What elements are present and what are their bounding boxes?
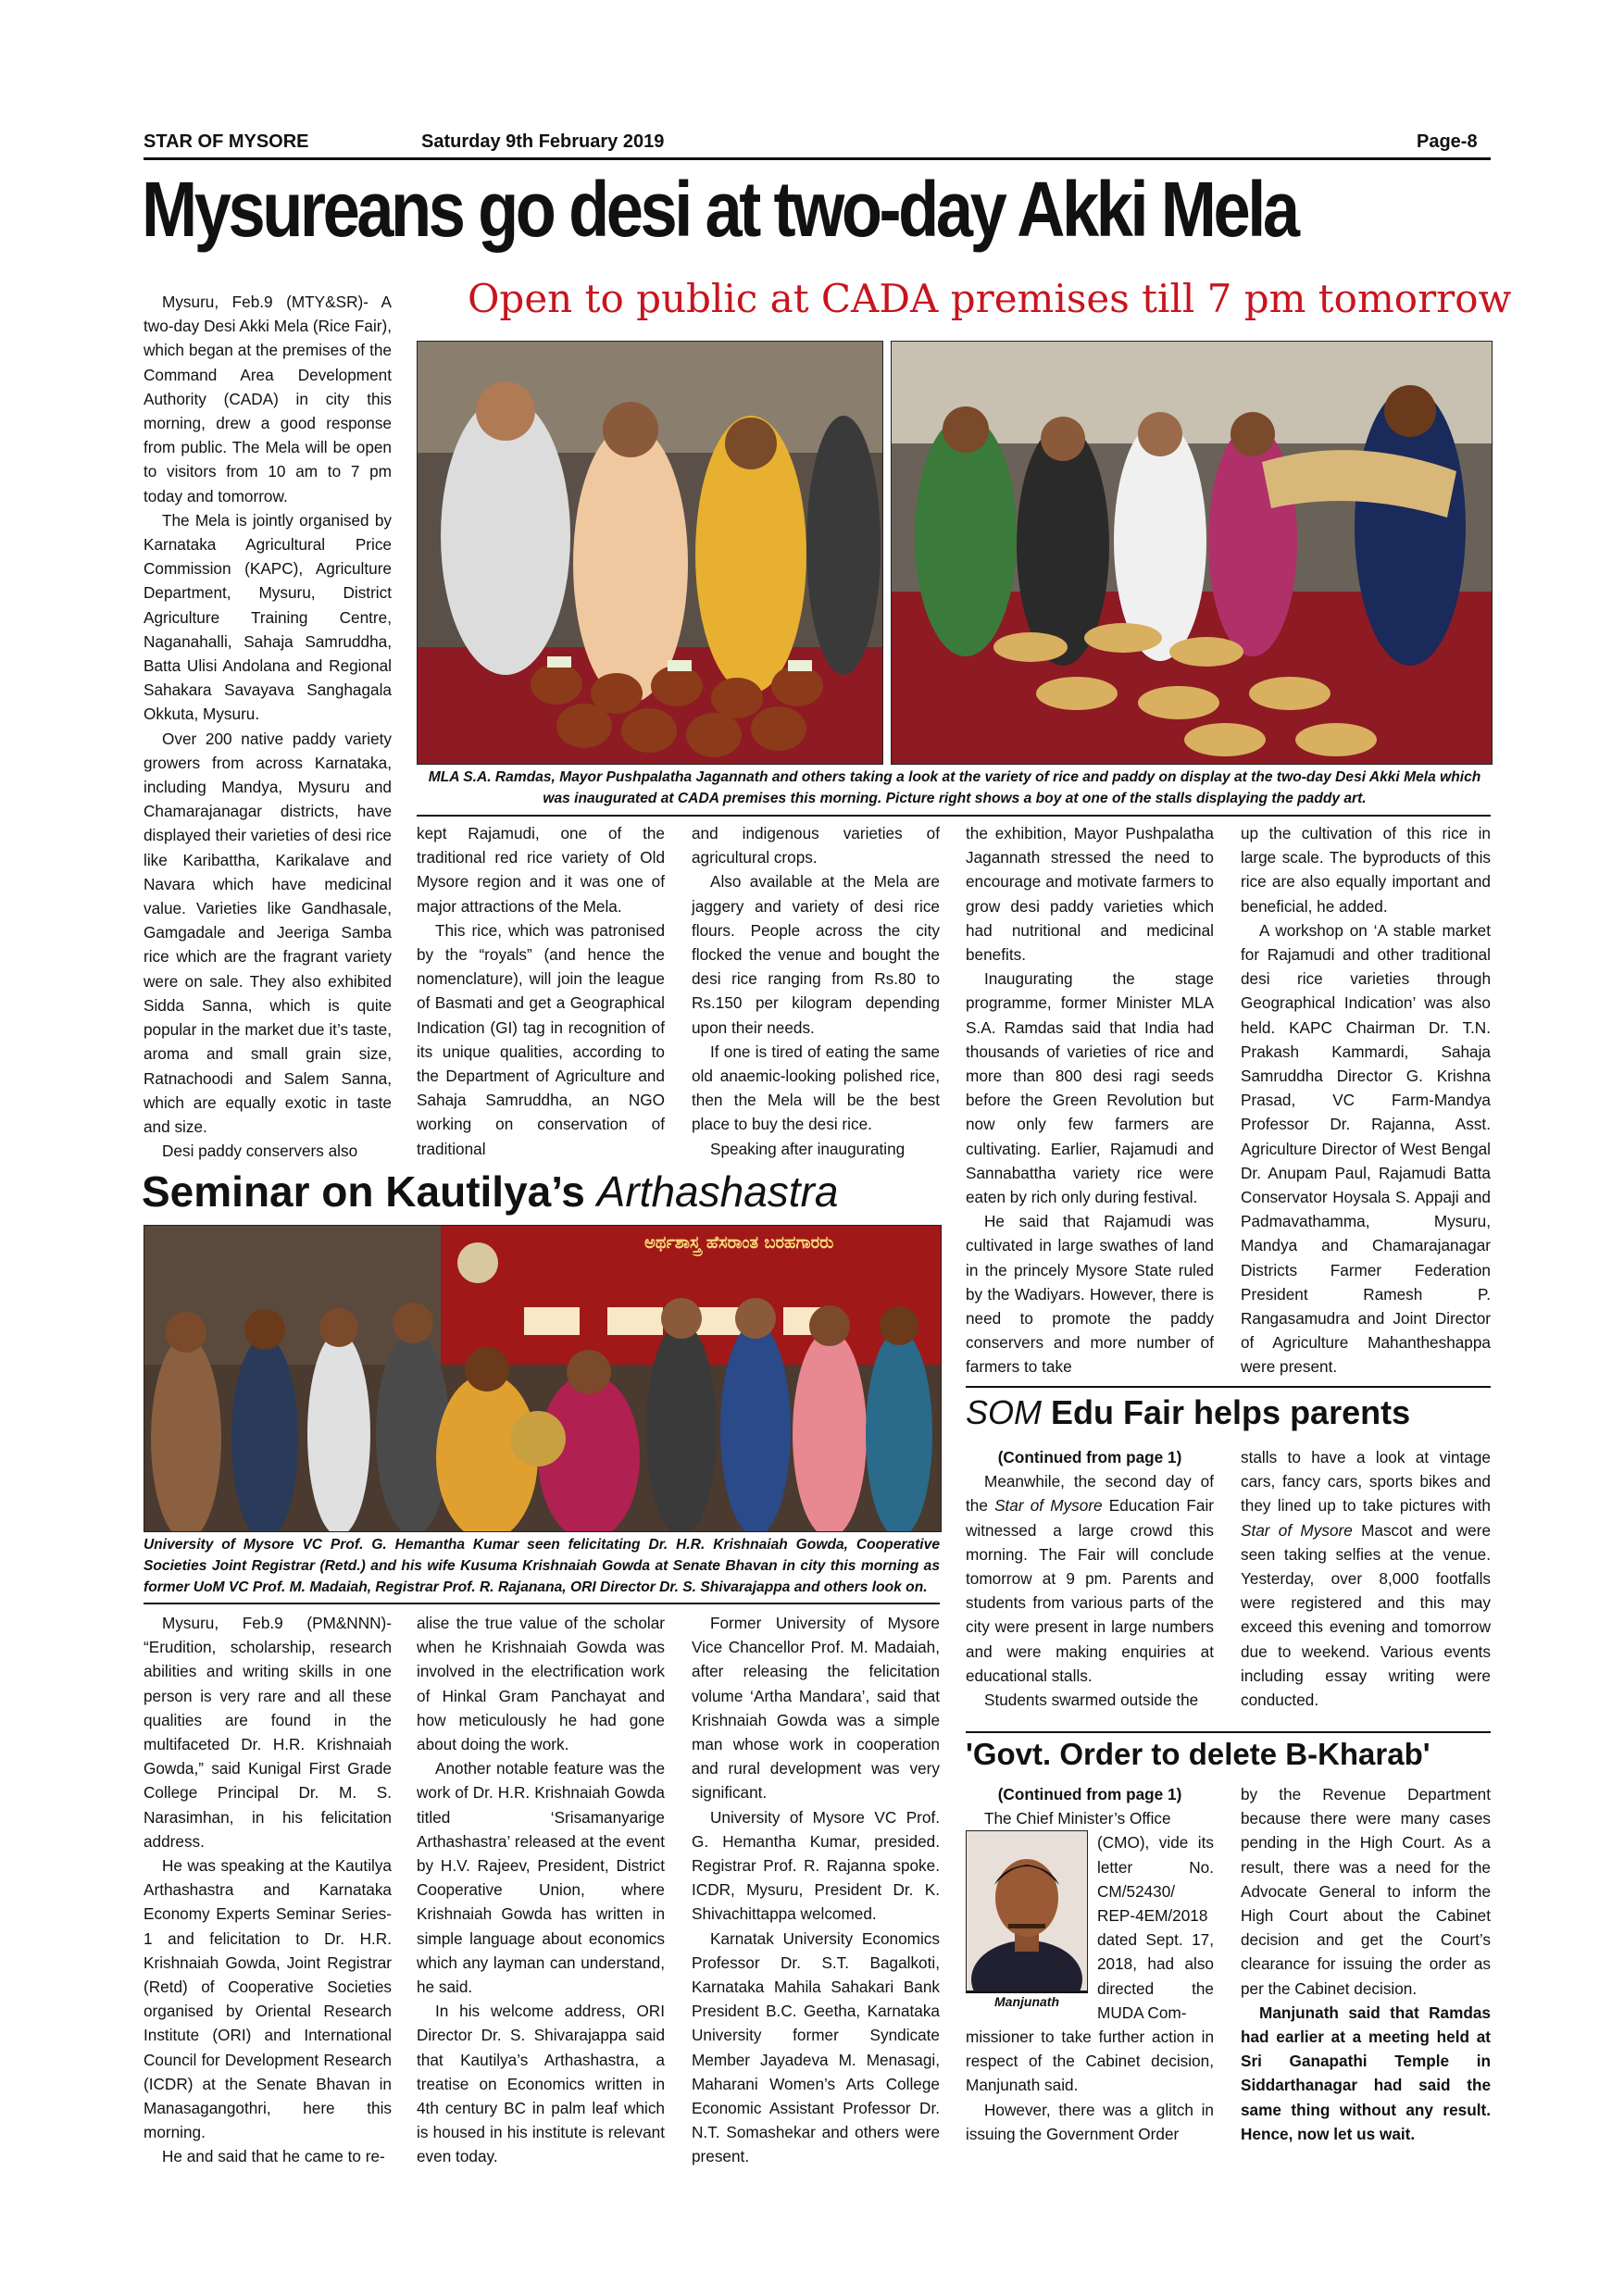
akki-col3-p2: Also available at the Mela are jaggery and variety of desi rice flours. People across the city flocked the venue and bought the desi rice ranging from Rs.80 to Rs.150 per kilogram depending upon their needs. [692,872,940,1037]
seminar-col1-p2: He was speaking at the Kautilya Arthashastra and Karnataka Economy Experts Seminar Series-1 and felicitation to Dr. H.R. Krishnaiah Gowda, Joint Registrar (Retd) of Cooperative Societies organised by Oriental Research Institute (ORI) and International Council for Development Research (ICDR) at the Senate Bhavan in Manasagangothri, here this morning. [144,1856,392,2142]
page-number: Page-8 [1417,131,1478,152]
seminar-col1-p3: He and said that he came to re- [162,2147,385,2166]
edu-col2-italic: Star of Mysore [1241,1520,1353,1540]
seminar-col3-p2: University of Mysore VC Prof. G. Hemantha Kumar, presided. Registrar Prof. R. Rajanna spoke. ICDR, Mysuru, President Dr. K. Shivachittappa welcomed. [692,1807,940,1924]
paper-name: STAR OF MYSORE [144,131,309,152]
edu-col2-b: Mascot and were seen taking selfies at the venue. Yesterday, over 8,000 footfalls were registered and this may exceed this evening and tomorrow due to weekend. Various events including essay writing were conducted. [1241,1520,1491,1710]
akki-col4-p2: Inaugurating the stage programme, former Minister MLA S.A. Ramdas said that India had thousands of varieties of rice and more than 800 desi ragi seeds before the Green Revolution but now only few farmers are cultivating. Earlier, Rajamudi and Sannabattha variety rice were eaten by rich only during festival. [966,969,1214,1207]
kharab-col1-top: The Chief Minister’s Office [984,1809,1171,1828]
akki-col1-p1: Mysuru, Feb.9 (MTY&SR)- A two-day Desi Akki Mela (Rice Fair), which began at the premises of the Command Area Development Authority (CADA) in city this morning, drew a good response from public. The Mela will be open to visitors from 10 am to 7 pm today and tomorrow. [144,293,392,505]
edu-headline [966,1393,1410,1432]
edu-col1-a: Meanwhile, the second day of the [966,1472,1214,1516]
edu-headline-rest: Edu Fair helps parents [1042,1393,1411,1431]
seminar-col2-p1: alise the true value of the scholar when he Krishnaiah Gowda was involved in the electrification work of Hinkal Gram Panchayat and how meticulously he had gone about doing the work. [417,1614,665,1754]
seminar-headline-italic: Arthashastra [596,1167,839,1216]
seminar-photo-caption: University of Mysore VC Prof. G. Hemantha Kumar seen felicitating Dr. H.R. Krishnaiah Gowda, Cooperative Societies Joint Registrar (Retd.) and his wife Kusuma Krishnaiah Gowda at Senate Bhavan in city this morning as former UoM VC Prof. M. Madaiah, Registrar Prof. R. Rajanana, ORI Director Dr. S. Shivarajappa and others look on. [144,1537,940,1595]
manjunath-photo-box [966,1830,1088,2025]
masthead-rule [144,157,1491,160]
edu-col1-p2: Students swarmed outside the [984,1691,1199,1710]
akki-col4-p3: He said that Rajamudi was cultivated in large swathes of land in the princely Mysore State ruled by the Wadiyars. However, there is need to promote the paddy conservers and more number of farmers to take [966,1212,1214,1377]
akki-col5-p2: A workshop on ‘A stable market for Rajamudi and other traditional desi rice varieties through Geographical Indication’ was also held. KAPC Chairman Dr. T.N. Prakash Kammardi, Sahaja Samruddha Director G. Krishna Prasad, VC Farm-Mandya Professor Dr. Rajanna, Asst. Agriculture Director of West Bengal Dr. Anupam Paul, Rajamudi Batta Conservator Hoysala S. Appaji and Padmavathamma, Mysuru, Mandya and Chamarajanagar Districts Farmer Federation President Ramesh P. Rangasamudra and Joint Director of Agriculture Mahantheshappa were present. [1241,920,1491,1377]
seminar-col2-p3: In his welcome address, ORI Director Dr. S. Shivarajappa said that Kautilya’s Arthashastra, a treatise on Economics written in 4th century BC in palm leaf which is housed in his institute is relevant even today. [417,2002,665,2166]
edu-headline-italic: SOM [966,1393,1043,1431]
edu-top-rule [966,1386,1491,1388]
kharab-top-rule [966,1731,1491,1733]
seminar-caption-rule [144,1603,940,1604]
kharab-col1-beside: (CMO), vide its letter No. CM/52430/ REP-4EM/2018 dated Sept. 17, 2018, had also directed the MUDA Com- [1097,1833,1214,2022]
akki-col2-p1: kept Rajamudi, one of the traditional red rice variety of Old Mysore region and it was one of major attractions of the Mela. [417,824,665,916]
kharab-col1-p2: However, there was a glitch in issuing the Government Order [966,2100,1214,2143]
edu-col2-a: stalls to have a look at vintage cars, fancy cars, sports bikes and they lined up to take pictures with [1241,1448,1491,1516]
akki-caption-rule [417,815,1491,817]
seminar-photo [144,1225,942,1532]
edu-col-2 [1241,1445,1491,1712]
akki-photo-caption: MLA S.A. Ramdas, Mayor Pushpalatha Jagannath and others taking a look at the variety of rice and paddy on display at the two-day Desi Akki Mela which was inaugurated at CADA premises this morning. Picture right shows a boy at one of the stalls displaying the paddy art. [428,769,1481,806]
akki-col1-p4: Desi paddy conservers also [162,1142,358,1161]
akki-col1-p3: Over 200 native paddy variety growers from across Karnataka, including Mandya, Mysuru and Chamarajanagar districts, have displayed their varieties of desi rice like Karibattha, Karikalave and Navara which have medicinal value. Varieties like Gandhasale, Gamgadale and Jeeriga Samba rice which are the fragrant variety were on sale. They also exhibited Sidda Sanna, which is quite popular in the market due it’s taste, aroma and small grain size, Ratnachoodi and Salem Sanna, which are equally exotic in taste and size. [144,729,392,1136]
akki-col-3 [692,821,940,1161]
seminar-col3-p3: Karnatak University Economics Professor Dr. S.T. Bagalkoti, Karnataka Mahila Sahakari Bank President B.C. Geetha, Karnataka University former Syndicate Member Jayadeva M. Menasagi, Maharani Women’s Arts College Economic Assistant Professor Dr. N.T. Somashekar and others were present. [692,1928,940,2166]
manjunath-photo [966,1830,1088,1991]
akki-col3-p1: and indigenous varieties of agricultural crops. [692,824,940,867]
issue-date: Saturday 9th February 2019 [421,131,665,152]
seminar-headline-plain: Seminar on Kautilya’s [142,1167,597,1216]
kharab-col2-p2: Manjunath said that Ramdas had earlier at a meeting held at Sri Ganapathi Temple in Siddarthanagar had said the same thing without any result. Hence, now let us wait. [1241,2003,1491,2143]
akki-col-5 [1241,821,1491,1379]
seminar-col-1 [144,1611,392,2169]
seminar-banner-text: ಅರ್ಥಶಾಸ್ತ್ರ ಹೆಸರಾಂತ ಬರಹಗಾರರು [644,1233,834,1253]
manjunath-photo-caption: Manjunath [966,1991,1088,2010]
kharab-col-1 [966,1782,1214,2146]
akki-col1-p2: The Mela is jointly organised by Karnataka Agricultural Price Commission (KAPC), Agriculture Department, Mysuru, District Agriculture Training Centre, Naganahalli, Sahaja Samruddha, Batta Ulisi Andolana and Regional Sahakara Savayava Sanghagala Okkuta, Mysuru. [144,510,392,724]
akki-col2-p2: This rice, which was patronised by the “royals” (and hence the nomenclature), will join the league of Basmati and get a Geographical Indication (GI) tag in recognition of its unique qualities, according to the Department of Agriculture and Sahaja Samruddha, an NGO working on conservation of traditional [417,920,665,1158]
seminar-col1-p1: Mysuru, Feb.9 (PM&NNN)- “Erudition, scholarship, research abilities and writing skills in one person is very rare and all these qualities are found in the multifaceted Dr. H.R. Krishnaiah Gowda,” said Kunigal First Grade College Principal Dr. M. S. Narasimhan, in his felicitation address. [144,1614,392,1851]
seminar-headline [142,1167,838,1217]
seminar-col-2 [417,1611,665,2169]
edu-col-1 [966,1445,1214,1712]
akki-col-2 [417,821,665,1161]
edu-continued: (Continued from page 1) [997,1448,1182,1466]
edu-col1-b: Education Fair witnessed a large crowd this morning. The Fair will conclude tomorrow at 9 pm. Parents and students from various parts of the city were present in large numbers and were making enquiries at educational stalls. [966,1496,1214,1685]
seminar-col-3 [692,1611,940,2169]
kharab-headline: 'Govt. Order to delete B-Kharab' [966,1737,1430,1771]
akki-headline: Mysureans go desi at two-day Akki Mela [142,166,1297,253]
kharab-col2-p1: by the Revenue Department because there were many cases pending in the High Court. As a result, there was a need for the Advocate General to inform the High Court about the Cabinet decision and get the Court’s clearance for issuing the order as per the Cabinet decision. [1241,1785,1491,1998]
kharab-continued: (Continued from page 1) [997,1785,1182,1803]
edu-col1-italic: Star of Mysore [994,1496,1103,1516]
akki-col5-p1: up the cultivation of this rice in large scale. The byproducts of this rice are also equally important and beneficial, he added. [1241,824,1491,916]
akki-col3-p4: Speaking after inaugurating [710,1139,906,1158]
kharab-col-2 [1241,1782,1491,2146]
akki-col3-p3: If one is tired of eating the same old anaemic-looking polished rice, then the Mela will be the best place to buy the desi rice. [692,1042,940,1134]
akki-col-1 [144,290,392,1163]
akki-photo-left [417,341,883,765]
akki-subhead: Open to public at CADA premises till 7 pm tomorrow [468,276,1512,321]
kharab-col1-rest: missioner to take further action in respect of the Cabinet decision, Manjunath said. [966,2028,1214,2095]
akki-col-4 [966,821,1214,1379]
akki-col4-p1: the exhibition, Mayor Pushpalatha Jagannath stressed the need to encourage and motivate farmers to grow desi paddy varieties which had nutritional and medicinal benefits. [966,824,1214,965]
seminar-col3-p1: Former University of Mysore Vice Chancellor Prof. M. Madaiah, after releasing the felicitation volume ‘Artha Mandara’, said that Krishnaiah Gowda was a simple man whose work in cooperation and rural development was very significant. [692,1614,940,1803]
akki-photo-right [891,341,1493,765]
seminar-col2-p2: Another notable feature was the work of Dr. H.R. Krishnaiah Gowda titled ‘Srisamanyarige Arthashastra’ released at the event by H.V. Rajeev, President, District Cooperative Union, where Krishnaiah Gowda has written in simple language about economics which any layman can understand, he said. [417,1759,665,1997]
